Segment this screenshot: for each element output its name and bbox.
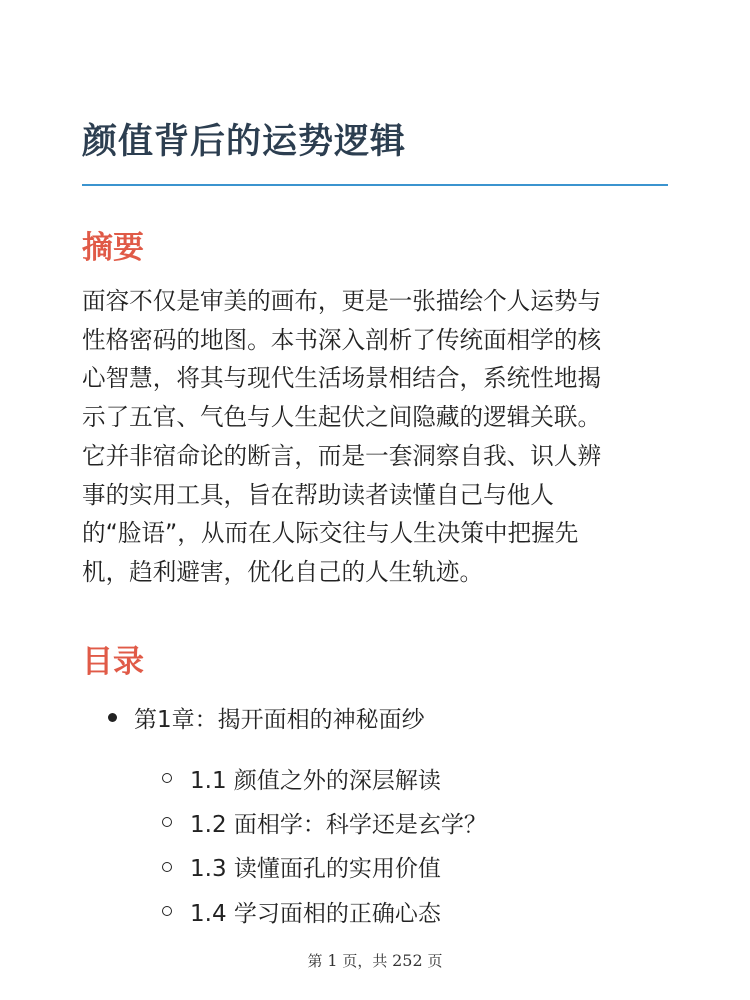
toc-section-link[interactable] (162, 845, 487, 889)
abstract-heading: 摘要 (82, 230, 144, 266)
toc-section-link[interactable] (162, 889, 487, 933)
toc-section-label: 1.4 学习面相的正确心态 (190, 900, 441, 927)
hollow-bullet-icon (162, 906, 172, 916)
filled-bullet-icon (108, 713, 117, 722)
toc-section-link[interactable] (162, 756, 487, 800)
total-pages-number: 252 (392, 951, 423, 970)
abstract-line: 示了五官、气色与人生起伏之间隐藏的逻辑关联。 (82, 403, 602, 432)
toc-list (108, 700, 487, 927)
hollow-bullet-icon (162, 817, 172, 827)
abstract-line: 的“脸语”，从而在人际交往与人生决策中把握先 (82, 519, 579, 548)
toc-section-label: 1.2 面相学：科学还是玄学？ (190, 811, 487, 838)
toc-chapter-label: 第1章：揭开面相的神秘面纱 (134, 706, 425, 733)
toc-section-link[interactable] (162, 800, 487, 844)
document-title: 颜值背后的运势逻辑 (82, 122, 407, 162)
abstract-line: 心智慧，将其与现代生活场景相结合，系统性地揭 (82, 364, 602, 393)
hollow-bullet-icon (162, 773, 172, 783)
abstract-line: 事的实用工具，旨在帮助读者读懂自己与他人 (82, 480, 554, 509)
toc-section-label: 1.1 颜值之外的深层解读 (190, 767, 441, 794)
hollow-bullet-icon (162, 862, 172, 872)
title-divider (82, 184, 668, 186)
abstract-line: 面容不仅是审美的画布，更是一张描绘个人运势与 (82, 287, 602, 315)
toc-section-list (162, 756, 487, 933)
footer-middle: 页，共 (342, 952, 388, 970)
footer-prefix: 第 (307, 952, 323, 970)
toc-section-label: 1.3 读懂面孔的实用价值 (190, 856, 441, 883)
current-page-number: 1 (327, 951, 338, 970)
footer-suffix: 页 (427, 952, 443, 970)
abstract-paragraph (82, 282, 670, 592)
page-footer (0, 950, 750, 971)
toc-chapter-item (108, 700, 487, 927)
toc-heading: 目录 (82, 644, 144, 680)
abstract-line: 它并非宿命论的断言，而是一套洞察自我、识人辨 (82, 441, 602, 470)
abstract-line: 性格密码的地图。本书深入剖析了传统面相学的核 (82, 325, 602, 354)
abstract-line: 机，趋利避害，优化自己的人生轨迹。 (82, 557, 484, 586)
toc-chapter-link[interactable] (108, 700, 433, 734)
